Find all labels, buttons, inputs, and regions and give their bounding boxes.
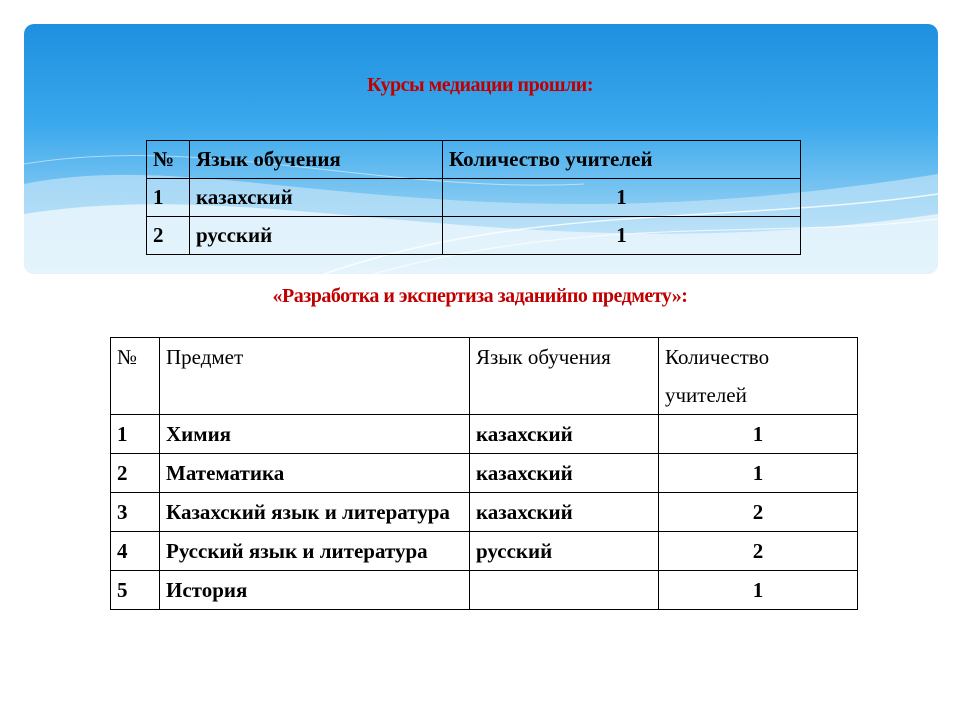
table-cell: казахский xyxy=(470,415,659,454)
table-cell: казахский xyxy=(190,179,443,217)
header-cell: Предмет xyxy=(160,338,470,415)
table-cell: 4 xyxy=(111,532,160,571)
table-cell: русский xyxy=(190,217,443,255)
table-cell: 2 xyxy=(147,217,190,255)
table-row xyxy=(147,217,801,255)
table-cell: 1 xyxy=(443,217,801,255)
table-row xyxy=(147,179,801,217)
table-cell: 1 xyxy=(659,415,858,454)
table-cell: казахский xyxy=(470,493,659,532)
table-cell: 3 xyxy=(111,493,160,532)
table-header-row xyxy=(111,338,858,415)
table-cell: 1 xyxy=(659,571,858,610)
mediation-table xyxy=(146,140,801,255)
table-row xyxy=(111,454,858,493)
table-row xyxy=(111,571,858,610)
table-cell: Математика xyxy=(160,454,470,493)
table-cell: 2 xyxy=(659,493,858,532)
table-cell: 1 xyxy=(147,179,190,217)
table-cell: 2 xyxy=(111,454,160,493)
table-row xyxy=(111,415,858,454)
table-cell: 1 xyxy=(111,415,160,454)
development-table xyxy=(110,337,858,610)
header-cell: Количество учителей xyxy=(443,141,801,179)
table-cell: Казахский язык и литература xyxy=(160,493,470,532)
header-cell: № xyxy=(111,338,160,415)
table-cell: 2 xyxy=(659,532,858,571)
header-cell: № xyxy=(147,141,190,179)
table-cell xyxy=(470,571,659,610)
page-title: Курсы медиации прошли: xyxy=(366,74,593,96)
table-header-row xyxy=(147,141,801,179)
table-cell: 1 xyxy=(443,179,801,217)
table-cell: 1 xyxy=(659,454,858,493)
table-cell: казахский xyxy=(470,454,659,493)
header-cell: Количество учителей xyxy=(659,338,858,415)
table-cell: Химия xyxy=(160,415,470,454)
table-cell: История xyxy=(160,571,470,610)
table-row xyxy=(111,532,858,571)
table-row xyxy=(111,493,858,532)
section-subtitle: «Разработка и экспертиза заданийпо предмету»: xyxy=(272,285,688,307)
table-cell: русский xyxy=(470,532,659,571)
table-cell: Русский язык и литература xyxy=(160,532,470,571)
header-cell: Язык обучения xyxy=(470,338,659,415)
table-cell: 5 xyxy=(111,571,160,610)
header-cell: Язык обучения xyxy=(190,141,443,179)
